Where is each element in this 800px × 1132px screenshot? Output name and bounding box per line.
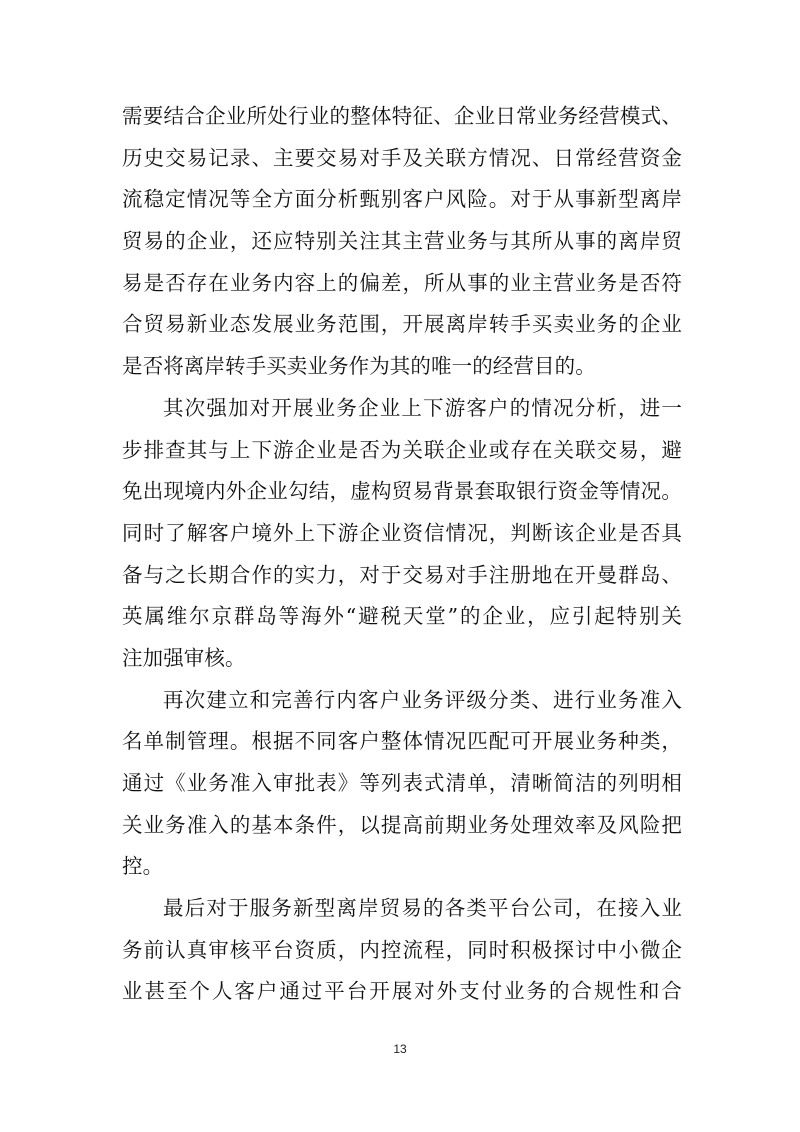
text-line: 免出现境内外企业勾结，虚构贸易背景套取银行资金等情况。 [122,479,682,504]
text-line: 历史交易记录、主要交易对手及关联方情况、日常经营资金 [122,145,682,170]
text-line: 英属维尔京群岛等海外“避税天堂”的企业，应引起特别关 [122,604,682,629]
text-line-paragraph-start: 最后对于服务新型离岸贸易的各类平台公司，在接入业 [163,896,682,921]
page-number: 13 [393,1042,407,1056]
text-line-paragraph-start: 再次建立和完善行内客户业务评级分类、进行业务准入 [163,687,682,712]
text-line: 是否将离岸转手买卖业务作为其的唯一的经营目的。 [122,354,596,379]
body-text [122,96,682,1013]
text-line: 务前认真审核平台资质，内控流程，同时积极探讨中小微企 [122,937,682,962]
text-line: 名单制管理。根据不同客户整体情况匹配可开展业务种类， [122,729,682,754]
text-line: 同时了解客户境外上下游企业资信情况，判断该企业是否具 [122,520,682,545]
text-line: 关业务准入的基本条件，以提高前期业务处理效率及风险把 [122,812,682,837]
text-line: 流稳定情况等全方面分析甄别客户风险。对于从事新型离岸 [122,187,682,212]
text-line: 合贸易新业态发展业务范围，开展离岸转手买卖业务的企业 [122,312,682,337]
text-line: 易是否存在业务内容上的偏差，所从事的业主营业务是否符 [122,270,682,295]
text-line: 需要结合企业所处行业的整体特征、企业日常业务经营模式、 [122,104,682,128]
text-line: 备与之长期合作的实力，对于交易对手注册地在开曼群岛、 [122,562,682,587]
text-line-paragraph-start: 其次强加对开展业务企业上下游客户的情况分析，进一 [163,395,682,420]
text-line: 通过《业务准入审批表》等列表式清单，清晰简洁的列明相 [122,771,682,795]
text-line: 注加强审核。 [122,645,246,670]
text-line: 业甚至个人客户通过平台开展对外支付业务的合规性和合 [122,979,682,1004]
text-line: 贸易的企业，还应特别关注其主营业务与其所从事的离岸贸 [122,229,682,254]
text-line: 步排查其与上下游企业是否为关联企业或存在关联交易，避 [122,437,682,462]
text-line: 控。 [122,854,164,879]
